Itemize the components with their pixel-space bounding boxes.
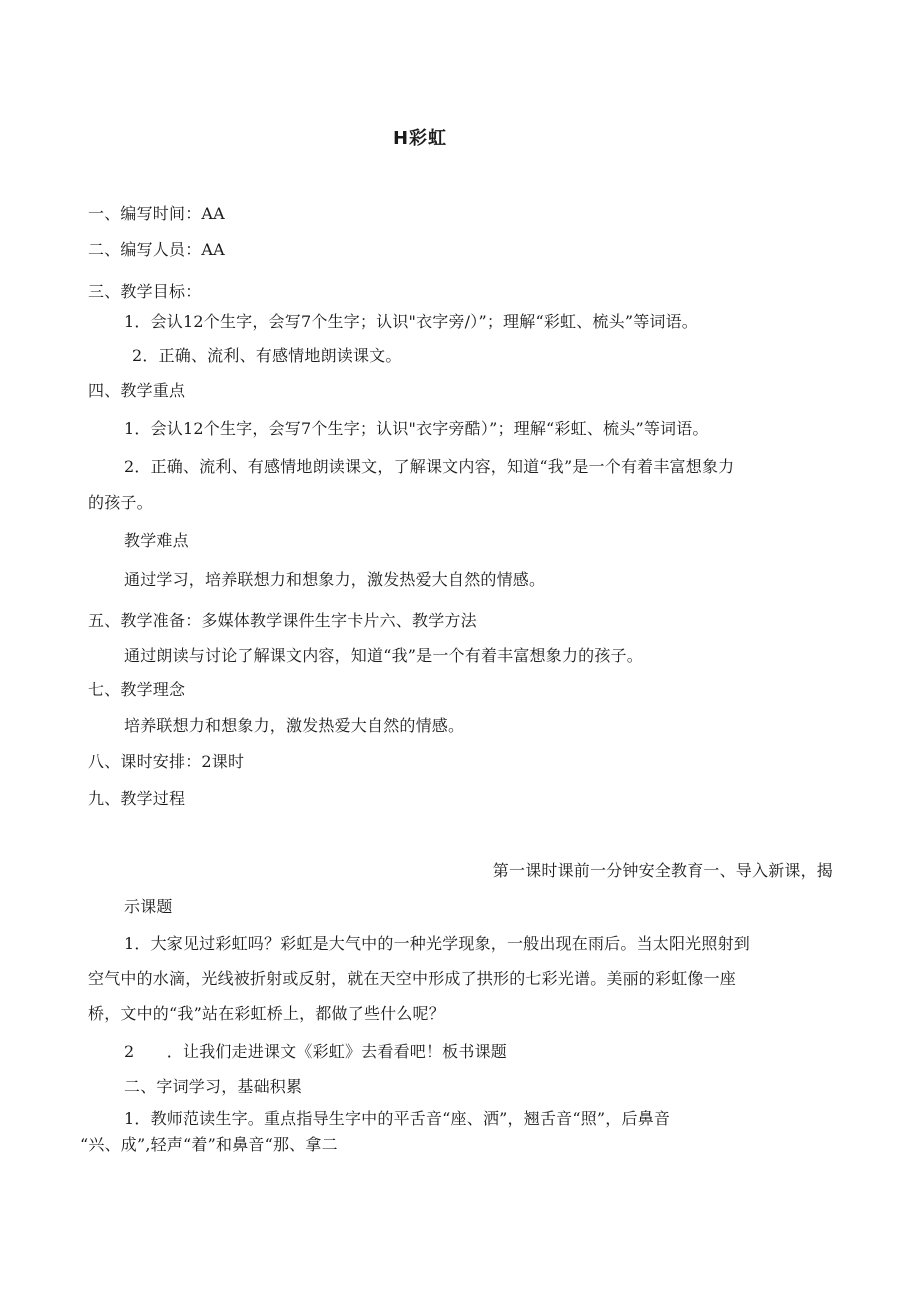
section-process-heading: 九、教学过程 [88, 789, 186, 808]
difficulty-heading: 教学难点 [124, 531, 189, 550]
section-objectives-heading: 三、教学目标： [88, 282, 202, 301]
lesson-one-heading-continued: 示课题 [124, 897, 173, 916]
key-point-item-2: 2．正确、流利、有感情地朗读课文，了解课文内容，知道“我”是一个有着丰富想象力 [124, 457, 735, 476]
intro-paragraph-line-2: 空气中的水滴，光线被折射或反射，就在天空中形成了拱形的七彩光谱。美丽的彩虹像一座 [88, 969, 737, 988]
intro-item-2: 2 ．让我们走进课文《彩虹》去看看吧！板书课题 [124, 1042, 507, 1061]
difficulty-text: 通过学习，培养联想力和想象力，激发热爱大自然的情感。 [124, 570, 546, 589]
section-authors: 二、编写人员：AA [88, 240, 225, 259]
document-title: H彩虹 [392, 128, 448, 149]
section-schedule: 八、课时安排：2课时 [88, 752, 245, 771]
intro-paragraph-line-1: 1．大家见过彩虹吗？彩虹是大气中的一种光学现象，一般出现在雨后。当太阳光照射到 [124, 934, 750, 953]
vocabulary-item-1: 1．教师范读生字。重点指导生字中的平舌音“座、洒”，翘舌音“照”，后鼻音 [124, 1109, 671, 1128]
objective-item-2: 2．正确、流利、有感情地朗读课文。 [132, 346, 402, 365]
lesson-one-heading: 第一课时课前一分钟安全教育一、导入新课，揭 [492, 861, 833, 880]
vocabulary-item-1-continued: “兴、成”,轻声“着”和鼻音“那、拿二 [80, 1135, 338, 1154]
key-point-item-1: 1．会认12个生字，会写7个生字；认识"衣字旁酷）”；理解“彩虹、梳头”等词语。 [124, 419, 709, 438]
vocabulary-heading: 二、字词学习，基础积累 [124, 1077, 303, 1096]
section-key-points-heading: 四、教学重点 [88, 381, 186, 400]
section-write-time: 一、编写时间：AA [88, 204, 225, 223]
key-point-item-2-continued: 的孩子。 [88, 493, 153, 512]
objective-item-1: 1．会认12个生字，会写7个生字；认识"衣字旁/）”；理解“彩虹、梳头”等词语。 [124, 312, 699, 331]
method-text: 通过朗读与讨论了解课文内容，知道“我”是一个有着丰富想象力的孩子。 [124, 646, 643, 665]
intro-paragraph-line-3: 桥，文中的“我”站在彩虹桥上，都做了些什么呢？ [88, 1004, 445, 1023]
philosophy-text: 培养联想力和想象力，激发热爱大自然的情感。 [124, 716, 465, 735]
section-philosophy-heading: 七、教学理念 [88, 680, 186, 699]
section-preparation: 五、教学准备：多媒体教学课件生字卡片六、教学方法 [88, 611, 477, 630]
